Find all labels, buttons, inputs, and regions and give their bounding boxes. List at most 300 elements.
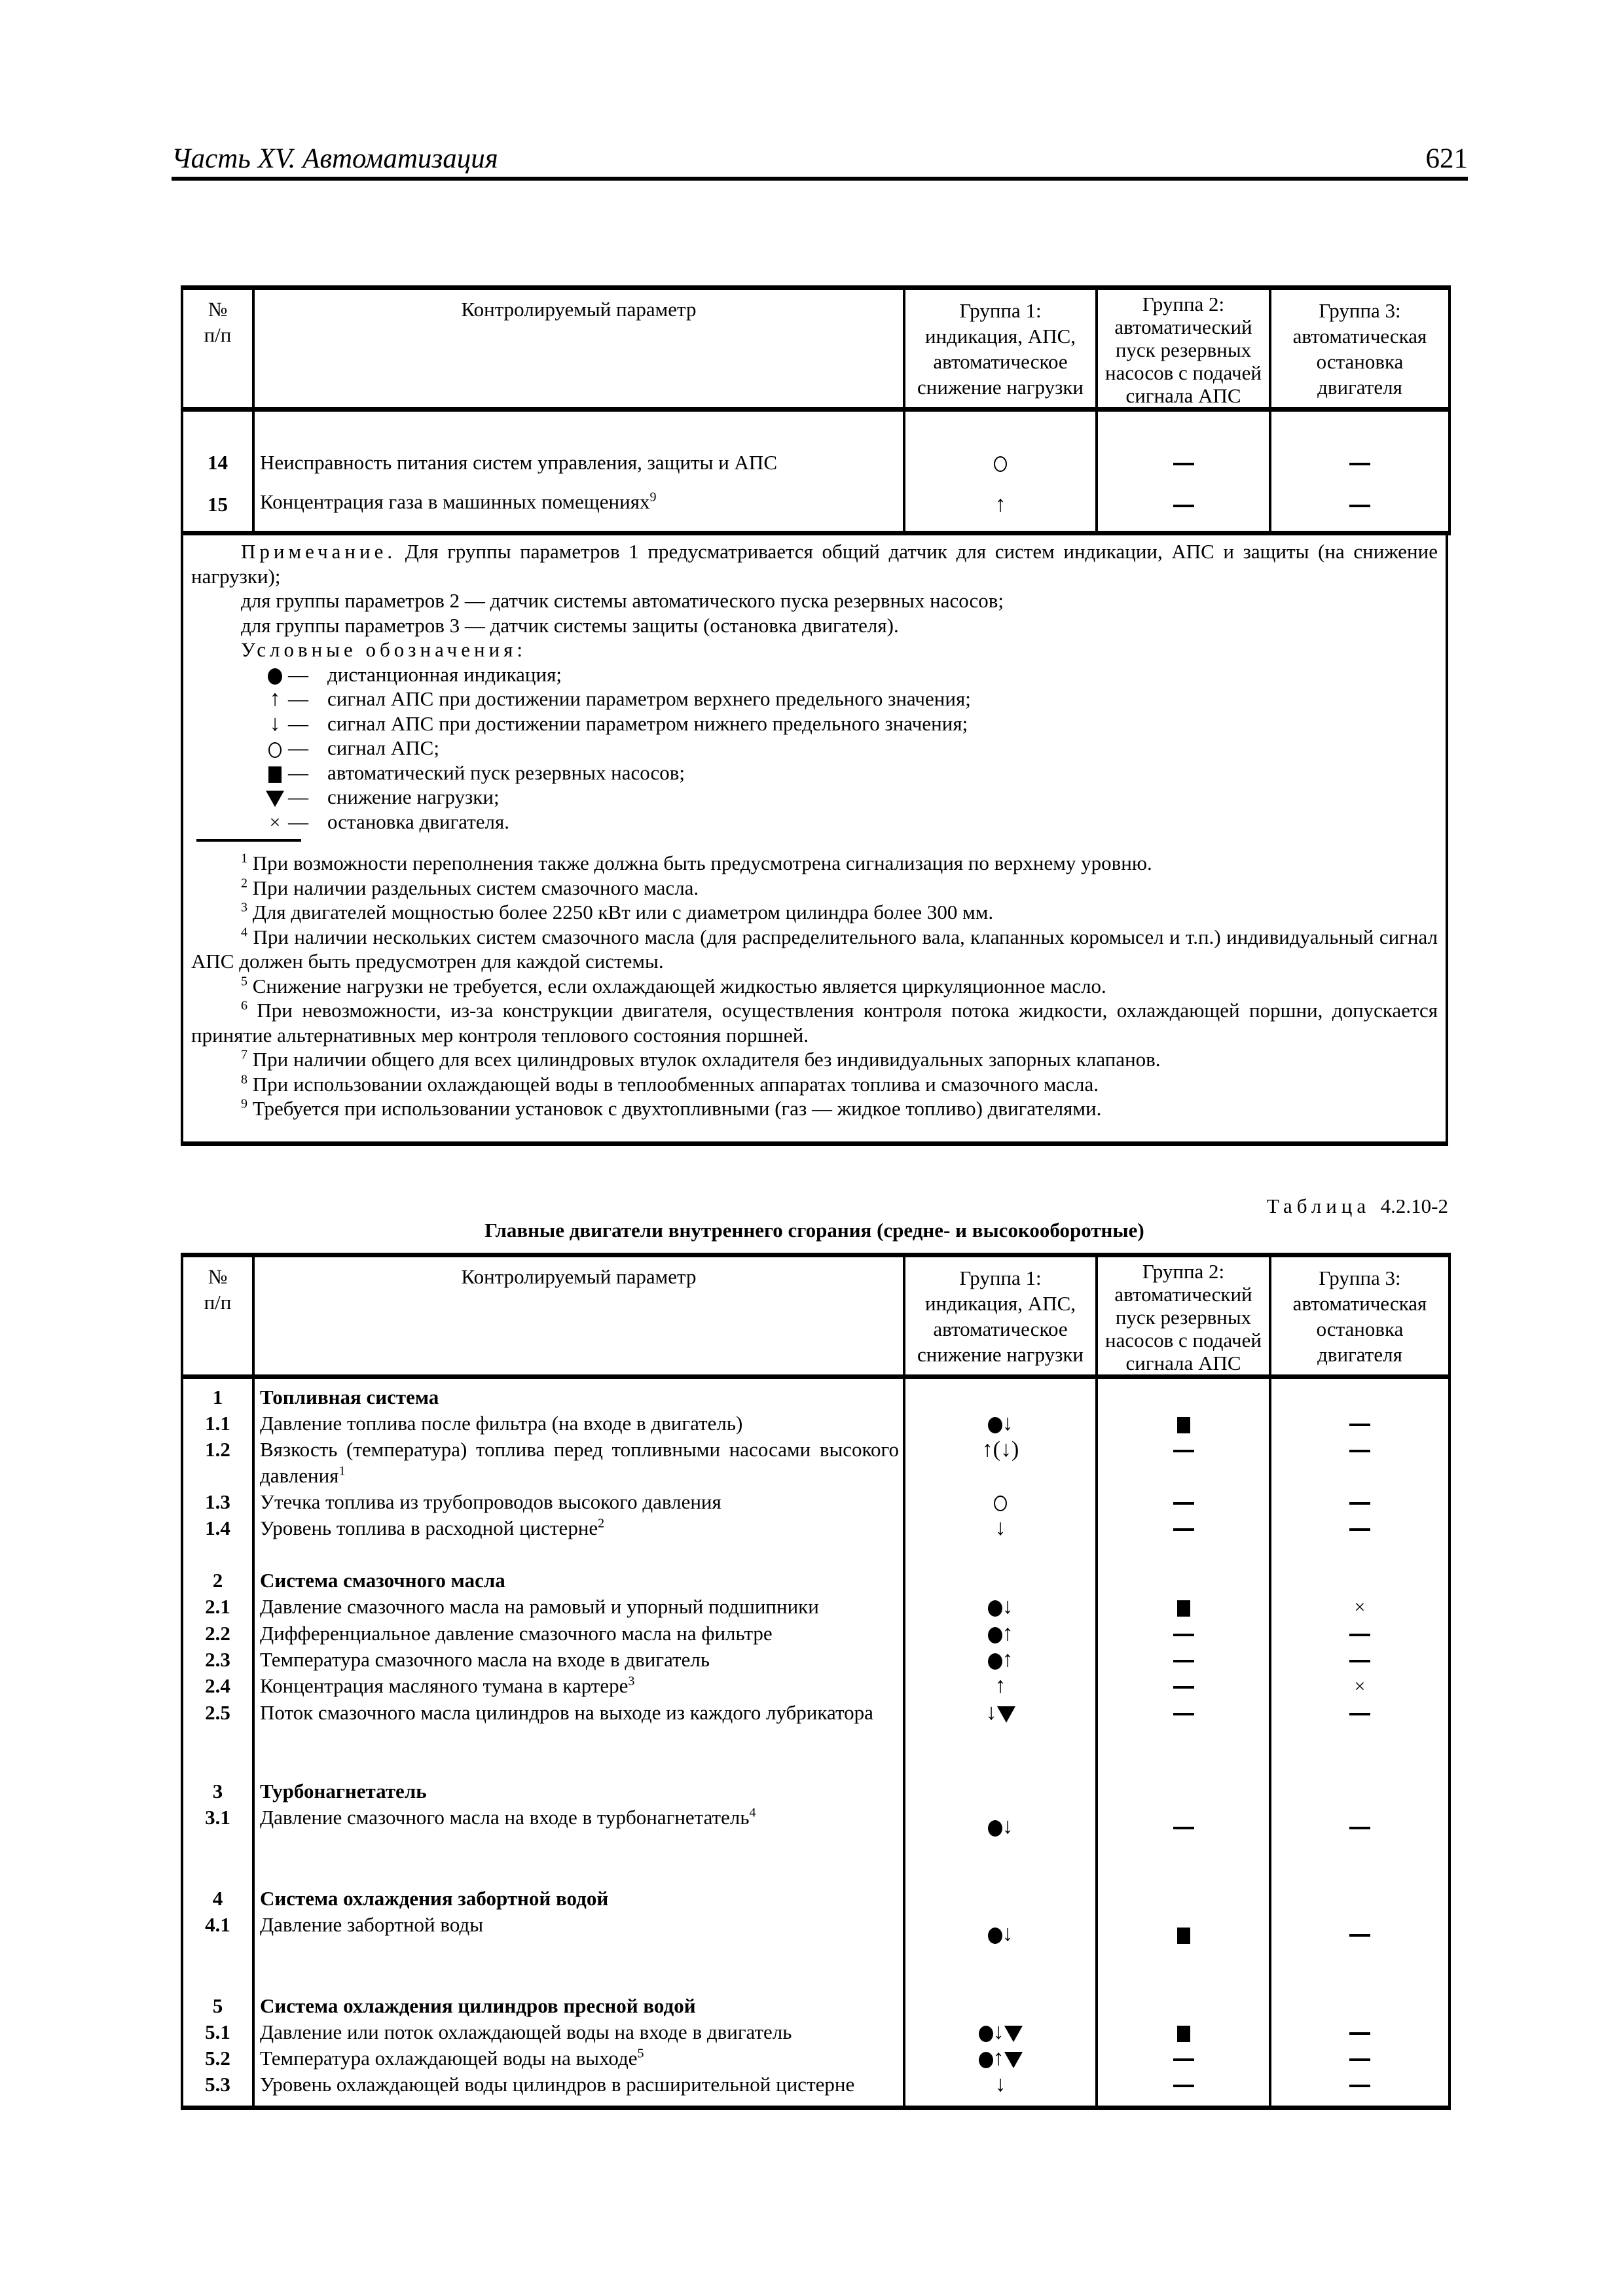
hollow-circle-icon — [994, 1496, 1007, 1511]
row-number: 3.1 — [182, 1804, 253, 1859]
cross-icon: × — [1354, 1676, 1366, 1697]
footnote — [183, 851, 1446, 876]
dash-icon — [1173, 1713, 1194, 1715]
table-row — [182, 2019, 1450, 2045]
filled-circle-icon — [988, 1928, 1002, 1944]
table-row — [182, 1647, 1450, 1673]
parameter-text: Вязкость (температура) топлива перед топливными насосами высокого давления — [260, 1438, 899, 1487]
footnote-ref: 4 — [749, 1805, 756, 1820]
row-parameter — [253, 1752, 904, 1804]
legend-text: снижение нагрузки; — [327, 785, 500, 808]
legend-item — [183, 761, 1446, 785]
arrow-up-icon: ↑ — [269, 687, 281, 711]
footnote-ref: 5 — [637, 2046, 644, 2061]
row-number: 1.3 — [182, 1489, 253, 1515]
legend-item — [183, 736, 1446, 761]
table-header-row — [182, 1255, 1450, 1377]
group3-cell — [1270, 1489, 1450, 1515]
footnote-number: 1 — [241, 851, 247, 866]
group2-cell — [1097, 1621, 1270, 1647]
dash-icon — [1349, 1528, 1370, 1531]
filled-circle-icon — [988, 1600, 1002, 1617]
row-parameter — [253, 1912, 904, 1967]
dash-icon — [1173, 1660, 1194, 1662]
dash-icon — [1173, 1450, 1194, 1452]
footnote-ref: 3 — [628, 1674, 635, 1689]
footnote-number: 2 — [241, 876, 247, 891]
group3-cell — [1270, 1410, 1450, 1437]
row-number: 3 — [182, 1752, 253, 1804]
footnote-number: 7 — [241, 1047, 247, 1062]
group1-cell — [904, 1489, 1097, 1515]
arrow-up-icon: ↑ — [1002, 1647, 1013, 1672]
group2-cell — [1097, 1804, 1270, 1859]
legend-dash: — — [288, 785, 308, 808]
row-parameter — [253, 1804, 904, 1859]
dash-icon — [1173, 1528, 1194, 1531]
dash-icon — [1173, 505, 1194, 507]
dash-icon — [1349, 2058, 1370, 2061]
dash-icon — [1173, 1827, 1194, 1829]
parameter-text: Концентрация газа в машинных помещениях — [260, 490, 650, 513]
arrow-up-icon: ↑ — [994, 492, 1006, 516]
dash-icon — [1349, 2085, 1370, 2087]
arrow-down-icon: ↓ — [1002, 1594, 1013, 1619]
group3-cell — [1270, 1437, 1450, 1489]
triangle-down-icon — [266, 791, 284, 807]
section-heading-row — [182, 1967, 1450, 2019]
group3-cell — [1270, 1912, 1450, 1967]
spacer-cell — [182, 410, 253, 437]
legend-title: Условные обозначения: — [241, 638, 527, 661]
spacer-cell — [1097, 410, 1270, 437]
col-header-group3: Группа 3: автоматическая остановка двигателя — [1270, 288, 1450, 410]
filled-circle-icon — [988, 1653, 1002, 1670]
legend-text: сигнал АПС при достижении параметром верхнего предельного значения; — [327, 687, 971, 710]
table-row — [182, 1700, 1450, 1752]
cross-icon: × — [1354, 1596, 1366, 1618]
dash-icon — [1173, 2085, 1194, 2087]
legend-dash: — — [288, 711, 308, 735]
parameter-text: Система охлаждения цилиндров пресной водой — [260, 1994, 696, 2017]
group2-cell — [1097, 1859, 1270, 1912]
table-label: Таблица 4.2.10-2 — [1266, 1194, 1448, 1217]
row-parameter — [253, 1647, 904, 1673]
spacer-cell — [1270, 410, 1450, 437]
table-row — [182, 1912, 1450, 1967]
footnote — [183, 1096, 1446, 1121]
group2-cell — [1097, 1752, 1270, 1804]
row-parameter — [253, 437, 904, 489]
footnote-ref: 2 — [598, 1516, 605, 1531]
table-continuation — [181, 285, 1451, 535]
col-header-group2: Группа 2: автоматический пуск резервных насосов с подачей сигнала АПС — [1097, 1255, 1270, 1377]
running-head — [172, 143, 1468, 182]
group2-cell — [1097, 1912, 1270, 1967]
group3-cell — [1270, 1700, 1450, 1752]
footnote-number: 5 — [241, 974, 247, 989]
table-row — [182, 1515, 1450, 1541]
table-row — [182, 1804, 1450, 1859]
row-parameter — [253, 2045, 904, 2072]
group1-cell — [904, 437, 1097, 489]
group3-cell — [1270, 1752, 1450, 1804]
group2-cell — [1097, 1541, 1270, 1594]
row-parameter — [253, 2072, 904, 2108]
footnote — [183, 1072, 1446, 1097]
group1-cell — [904, 1752, 1097, 1804]
group2-cell — [1097, 2072, 1270, 2108]
row-number: 1.2 — [182, 1437, 253, 1489]
group3-cell — [1270, 1673, 1450, 1700]
dash-icon — [1349, 2032, 1370, 2035]
filled-circle-icon — [268, 668, 282, 685]
filled-circle-icon — [988, 1627, 1002, 1643]
dash-icon — [1173, 463, 1194, 465]
row-parameter — [253, 1700, 904, 1752]
group2-cell — [1097, 1700, 1270, 1752]
legend-item — [183, 711, 1446, 736]
dash-icon — [1349, 1660, 1370, 1662]
hollow-circle-icon — [268, 742, 282, 758]
filled-square-icon — [1177, 1417, 1190, 1433]
footnote — [183, 876, 1446, 901]
group1-cell — [904, 1647, 1097, 1673]
row-number: 14 — [182, 437, 253, 489]
triangle-down-icon — [1004, 2052, 1023, 2068]
parameter-text: Утечка топлива из трубопроводов высокого давления — [260, 1490, 721, 1513]
group2-cell — [1097, 1594, 1270, 1621]
parameter-text: Давление забортной воды — [260, 1913, 484, 1936]
parameter-text: Температура смазочного масла на входе в двигатель — [260, 1648, 710, 1671]
legend-item — [183, 687, 1446, 711]
row-number: 15 — [182, 489, 253, 533]
row-number: 2.5 — [182, 1700, 253, 1752]
legend-text: остановка двигателя. — [327, 810, 510, 833]
dash-icon — [1173, 1502, 1194, 1505]
arrow-down-icon: ↓ — [1002, 1922, 1013, 1946]
row-parameter — [253, 1515, 904, 1541]
footnote-ref: 1 — [338, 1463, 346, 1479]
row-number: 1.4 — [182, 1515, 253, 1541]
section-heading-row — [182, 1752, 1450, 1804]
hollow-circle-icon — [994, 456, 1007, 472]
row-parameter — [253, 1594, 904, 1621]
arrow-up-icon: ↑ — [1002, 1621, 1013, 1645]
arrow-down-icon: ↓ — [993, 2020, 1004, 2044]
group1-cell — [904, 1377, 1097, 1411]
footnote-text: При возможности переполнения также должна быть предусмотрена сигнализация по верхнему уровню. — [247, 852, 1152, 874]
row-number: 5.2 — [182, 2045, 253, 2072]
parameter-text: Давление смазочного масла на рамовый и упорный подшипники — [260, 1595, 819, 1618]
legend-text: сигнал АПС при достижении параметром нижнего предельного значения; — [327, 711, 968, 735]
table-row — [182, 489, 1450, 533]
row-parameter — [253, 1621, 904, 1647]
footnote-text: При невозможности, из-за конструкции двигателя, осуществления контроля потока жидкости, охлаждающей поршни, допускается принятие альтернативных мер контроля теплового состояния поршней. — [191, 999, 1438, 1047]
group3-cell — [1270, 2019, 1450, 2045]
group3-cell — [1270, 1967, 1450, 2019]
page-number: 621 — [1425, 143, 1468, 174]
footnote-text: При использовании охлаждающей воды в теплообменных аппаратах топлива и смазочного масла. — [247, 1072, 1099, 1096]
dash-icon — [1349, 505, 1370, 507]
footnote-separator — [196, 839, 301, 842]
col-header-num: № п/п — [182, 288, 253, 410]
legend-item — [183, 810, 1446, 834]
col-header-group2: Группа 2: автоматический пуск резервных насосов с подачей сигнала АПС — [1097, 288, 1270, 410]
row-parameter — [253, 1673, 904, 1700]
group1-cell — [904, 1410, 1097, 1437]
row-parameter — [253, 1859, 904, 1912]
table-row — [182, 1621, 1450, 1647]
row-parameter — [253, 1437, 904, 1489]
row-number: 4.1 — [182, 1912, 253, 1967]
legend-text: дистанционная индикация; — [327, 662, 562, 686]
table-row — [182, 2072, 1450, 2108]
col-header-param: Контролируемый параметр — [253, 1255, 904, 1377]
dash-icon — [1173, 1686, 1194, 1689]
group1-cell — [904, 1541, 1097, 1594]
row-parameter — [253, 1410, 904, 1437]
row-number: 2.2 — [182, 1621, 253, 1647]
group3-cell — [1270, 1647, 1450, 1673]
footnotes-list — [183, 851, 1446, 1121]
group3-cell — [1270, 1594, 1450, 1621]
group2-cell — [1097, 437, 1270, 489]
parameter-text: Турбонагнетатель — [260, 1780, 427, 1803]
cross-icon: × — [269, 811, 281, 833]
table-row — [182, 2045, 1450, 2072]
row-number: 2.3 — [182, 1647, 253, 1673]
row-number: 2 — [182, 1541, 253, 1594]
footnote-number: 4 — [241, 925, 247, 940]
group3-cell — [1270, 489, 1450, 533]
row-parameter — [253, 1377, 904, 1411]
group1-cell — [904, 1515, 1097, 1541]
footnote — [183, 1047, 1446, 1072]
spacer-cell — [904, 410, 1097, 437]
group1-cell — [904, 1700, 1097, 1752]
filled-circle-icon — [988, 1417, 1002, 1433]
parameter-text: Температура охлаждающей воды на выходе — [260, 2047, 638, 2070]
footnote-text: Для двигателей мощностью более 2250 кВт или с диаметром цилиндра более 300 мм. — [247, 901, 994, 924]
legend-text: автоматический пуск резервных насосов; — [327, 761, 685, 784]
legend-dash: — — [288, 687, 308, 710]
group1-cell — [904, 1912, 1097, 1967]
group3-cell — [1270, 1377, 1450, 1411]
table-body — [182, 1377, 1450, 2108]
arrow-down-icon: ↓ — [1000, 1437, 1012, 1462]
dash-icon — [1173, 2058, 1194, 2061]
parameter-text: Уровень топлива в расходной цистерне — [260, 1516, 598, 1539]
table-row — [182, 437, 1450, 489]
group3-cell — [1270, 1541, 1450, 1594]
arrow-down-icon: ↓ — [994, 2072, 1006, 2096]
footnote — [183, 998, 1446, 1047]
row-parameter — [253, 1541, 904, 1594]
group2-cell — [1097, 2019, 1270, 2045]
group1-cell — [904, 2019, 1097, 2045]
running-head-title: Часть XV. Автоматизация — [172, 143, 498, 174]
group3-cell — [1270, 1515, 1450, 1541]
row-number: 4 — [182, 1859, 253, 1912]
table-row — [182, 1673, 1450, 1700]
table-row — [182, 1437, 1450, 1489]
arrow-down-icon: ↓ — [1002, 1814, 1013, 1839]
arrow-down-icon: ↓ — [994, 1516, 1006, 1540]
parameter-text: Дифференциальное давление смазочного масла на фильтре — [260, 1622, 773, 1645]
footnote-number: 8 — [241, 1072, 247, 1087]
footnote-text: При наличии общего для всех цилиндровых втулок охладителя без индивидуальных запорных клапанов. — [247, 1048, 1161, 1071]
parameter-text: Давление смазочного масла на входе в турбонагнетатель — [260, 1806, 750, 1829]
row-number: 1.1 — [182, 1410, 253, 1437]
filled-square-icon — [268, 766, 282, 783]
legend-text: сигнал АПС; — [327, 736, 439, 759]
parameter-text: Давление топлива после фильтра (на входе в двигатель) — [260, 1412, 743, 1435]
dash-icon — [1349, 1634, 1370, 1636]
group2-cell — [1097, 1377, 1270, 1411]
footnote — [183, 900, 1446, 925]
row-number: 5 — [182, 1967, 253, 2019]
group3-cell — [1270, 1859, 1450, 1912]
footnote-ref: 9 — [649, 490, 657, 505]
parameter-text: Система смазочного масла — [260, 1569, 505, 1592]
section-heading-row — [182, 1859, 1450, 1912]
group1-cell — [904, 2072, 1097, 2108]
table-title: Главные двигатели внутреннего сгорания (средне- и высокооборотные) — [484, 1219, 1144, 1242]
group1-cell — [904, 489, 1097, 533]
group2-cell — [1097, 1489, 1270, 1515]
footnote — [183, 925, 1446, 974]
legend-item — [183, 662, 1446, 687]
group1-cell — [904, 1673, 1097, 1700]
legend-dash: — — [288, 761, 308, 784]
section-heading-row — [182, 1541, 1450, 1594]
legend-dash: — — [288, 810, 308, 833]
filled-circle-icon — [979, 2026, 993, 2042]
group2-cell — [1097, 1410, 1270, 1437]
col-header-group3: Группа 3: автоматическая остановка двигателя — [1270, 1255, 1450, 1377]
footnote-text: Требуется при использовании установок с двухтопливными (газ — жидкое топливо) двигателями. — [247, 1097, 1102, 1120]
legend-item — [183, 785, 1446, 810]
dash-icon — [1349, 1502, 1370, 1505]
group3-cell — [1270, 1804, 1450, 1859]
dash-icon — [1349, 1713, 1370, 1715]
parameter-text: Поток смазочного масла цилиндров на выходе из каждого лубрикатора — [260, 1701, 873, 1724]
group2-cell — [1097, 1515, 1270, 1541]
group1-cell — [904, 1967, 1097, 2019]
parameter-text: Топливная система — [260, 1386, 439, 1408]
parameter-text: Давление или поток охлаждающей воды на входе в двигатель — [260, 2020, 792, 2043]
dash-icon — [1349, 1934, 1370, 1937]
row-number: 1 — [182, 1377, 253, 1411]
arrow-up-icon: ↑ — [981, 1437, 993, 1462]
footnote-text: Снижение нагрузки не требуется, если охлаждающей жидкостью является циркуляционное масло. — [247, 974, 1106, 997]
section-heading-row — [182, 1377, 1450, 1411]
row-number: 2.4 — [182, 1673, 253, 1700]
dash-icon — [1349, 1424, 1370, 1426]
parameter-text: Неисправность питания систем управления, защиты и АПС — [260, 451, 778, 474]
table-row — [182, 1594, 1450, 1621]
parameter-text: Концентрация масляного тумана в картере — [260, 1674, 629, 1697]
dash-icon — [1349, 463, 1370, 465]
group1-cell — [904, 2045, 1097, 2072]
group2-cell — [1097, 1967, 1270, 2019]
row-number: 5.1 — [182, 2019, 253, 2045]
legend-dash: — — [288, 736, 308, 759]
group2-cell — [1097, 1673, 1270, 1700]
col-header-num: № п/п — [182, 1255, 253, 1377]
parameter-text: Система охлаждения забортной водой — [260, 1887, 609, 1910]
legend-dash: — — [288, 662, 308, 686]
dash-icon — [1349, 1450, 1370, 1452]
group1-cell: ↑(↓) — [904, 1437, 1097, 1489]
table-main-engines — [181, 1253, 1451, 2110]
group3-cell — [1270, 1621, 1450, 1647]
footnote-number: 9 — [241, 1096, 247, 1111]
group3-cell — [1270, 2072, 1450, 2108]
footnote-text: При наличии раздельных систем смазочного масла. — [247, 876, 699, 899]
filled-square-icon — [1177, 2026, 1190, 2042]
triangle-down-icon — [1004, 2026, 1023, 2042]
filled-circle-icon — [988, 1820, 1002, 1837]
filled-square-icon — [1177, 1928, 1190, 1944]
col-header-param: Контролируемый параметр — [253, 288, 904, 410]
row-parameter — [253, 489, 904, 533]
group2-cell — [1097, 489, 1270, 533]
triangle-down-icon — [997, 1706, 1015, 1723]
spacer-cell — [253, 410, 904, 437]
group1-cell — [904, 1594, 1097, 1621]
dash-icon — [1173, 1634, 1194, 1636]
group1-cell — [904, 1859, 1097, 1912]
table-body — [182, 410, 1450, 533]
col-header-group1: Группа 1: индикация, АПС, автоматическое снижение нагрузки — [904, 288, 1097, 410]
arrow-down-icon: ↓ — [1002, 1411, 1013, 1435]
footnote-number: 6 — [241, 998, 247, 1013]
table-row — [182, 1489, 1450, 1515]
footnote — [183, 974, 1446, 999]
note-line-group2: для группы параметров 2 — датчик системы автоматического пуска резервных насосов; — [241, 589, 1004, 612]
legend-list — [183, 662, 1446, 834]
row-number: 2.1 — [182, 1594, 253, 1621]
col-header-group1: Группа 1: индикация, АПС, автоматическое снижение нагрузки — [904, 1255, 1097, 1377]
table-row — [182, 1410, 1450, 1437]
header-rule — [172, 177, 1468, 181]
dash-icon — [1349, 1827, 1370, 1829]
group2-cell — [1097, 2045, 1270, 2072]
notes-box — [181, 533, 1448, 1146]
footnote-text: При наличии нескольких систем смазочного масла (для распределительного вала, клапанных коромысел и т.п.) индивидуальный сигнал АПС должен быть предусмотрен для каждой системы. — [191, 925, 1438, 973]
note-line-group3: для группы параметров 3 — датчик системы защиты (остановка двигателя). — [241, 613, 899, 637]
group2-cell — [1097, 1437, 1270, 1489]
filled-square-icon — [1177, 1600, 1190, 1617]
group2-cell — [1097, 1647, 1270, 1673]
group1-cell — [904, 1621, 1097, 1647]
row-number: 5.3 — [182, 2072, 253, 2108]
parameter-text: Уровень охлаждающей воды цилиндров в расширительной цистерне — [260, 2073, 855, 2096]
row-parameter — [253, 1967, 904, 2019]
row-parameter — [253, 1489, 904, 1515]
table-header-row — [182, 288, 1450, 410]
group1-cell — [904, 1804, 1097, 1859]
arrow-down-icon: ↓ — [269, 711, 281, 736]
row-parameter — [253, 2019, 904, 2045]
note-intro: Примечание. Для группы параметров 1 предусматривается общий датчик для систем индикации, АПС и защиты (на снижение нагрузки); — [191, 540, 1438, 588]
arrow-up-icon: ↑ — [994, 1674, 1006, 1698]
filled-circle-icon — [979, 2052, 993, 2068]
arrow-down-icon: ↓ — [985, 1700, 997, 1725]
spacer-row — [182, 410, 1450, 437]
